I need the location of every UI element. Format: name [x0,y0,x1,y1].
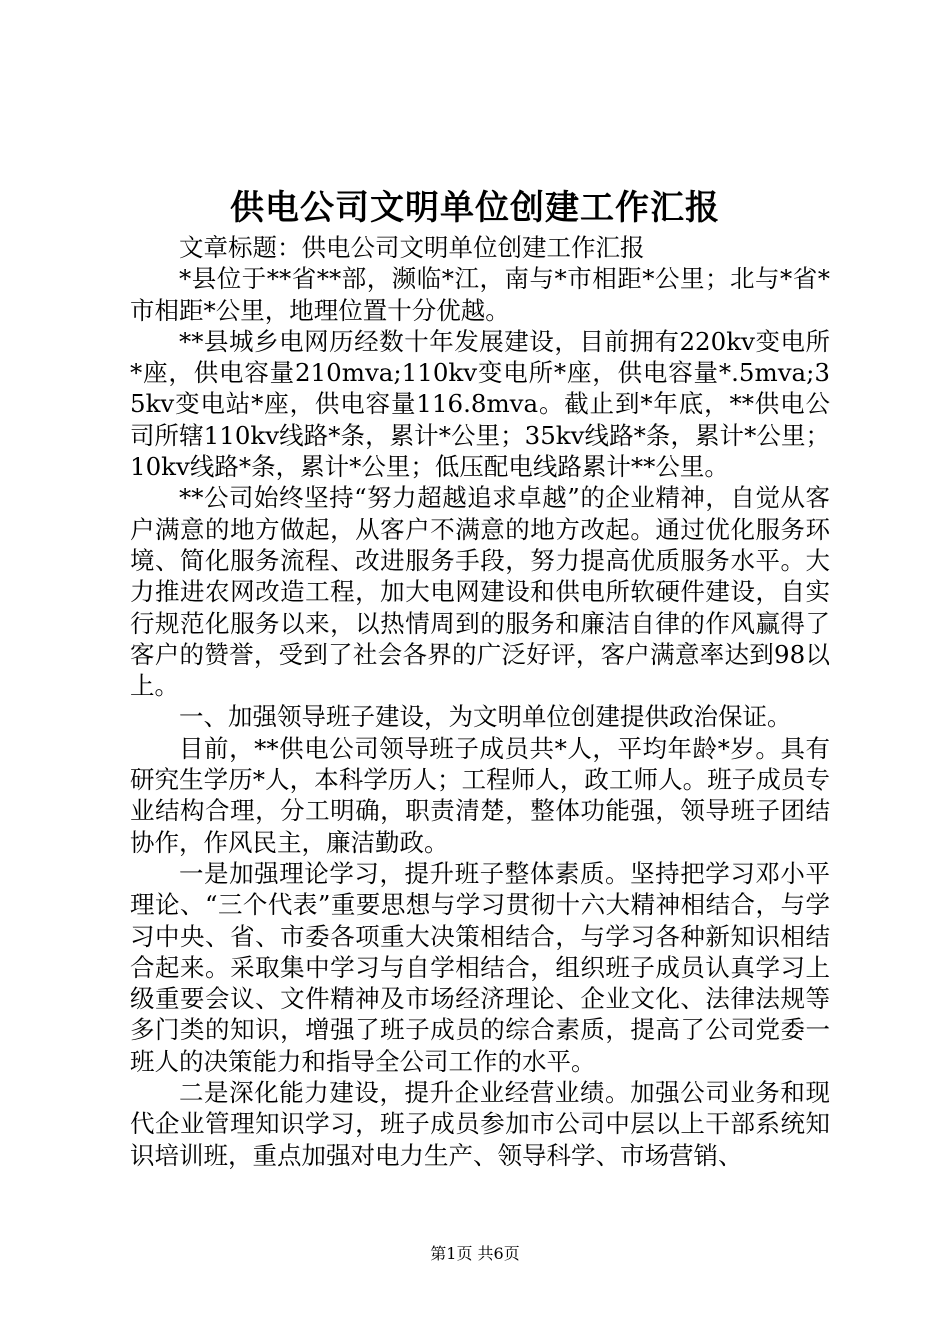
section-heading-1: 一、加强领导班子建设，为文明单位创建提供政治保证。 [179,702,792,732]
paragraph-article-title: 文章标题：供电公司文明单位创建工作汇报 [179,233,645,262]
page-number-footer: 第1页 共6页 [430,1244,520,1263]
paragraph-capability-building: 二是深化能力建设，提升企业经营业绩。加强公司业务和现代企业管理知识学习，班子成员参加市公司中层以上干部系统知识培训班，重点加强对电力生产、领导科学、市场营销、 [130,1078,830,1170]
document-title: 供电公司文明单位创建工作汇报 [230,188,720,228]
document-body [130,232,830,1171]
paragraph-leadership-team: 目前，**供电公司领导班子成员共*人，平均年龄*岁。具有研究生学历*人，本科学历人；工程师人，政工师人。班子成员专业结构合理，分工明确，职责清楚，整体功能强，领导班子团结协作，作风民主，廉洁勤政。 [130,733,830,857]
paragraph-theory-study: 一是加强理论学习，提升班子整体素质。坚持把学习邓小平理论、“三个代表”重要思想与学习贯彻十六大精神相结合，与学习中央、省、市委各项重大决策相结合，与学习各种新知识相结合起来。采取集中学习与自学相结合，组织班子成员认真学习上级重要会议、文件精神及市场经济理论、企业文化、法律法规等多门类的知识，增强了班子成员的综合素质，提高了公司党委一班人的决策能力和指导全公司工作的水平。 [130,858,830,1076]
paragraph-grid-overview: **县城乡电网历经数十年发展建设，目前拥有220kv变电所*座，供电容量210mva;110kv变电所*座，供电容量*.5mva;35kv变电站*座，供电容量116.8mva。截止到*年底，**供电公司所辖110kv线路*条，累计*公里；35kv线路*条，累计*公里；10kv线路*条，累计*公里；低压配电线路累计**公里。 [130,326,830,482]
paragraph-company-spirit: **公司始终坚持“努力超越追求卓越”的企业精神，自觉从客户满意的地方做起，从客户不满意的地方改起。通过优化服务环境、简化服务流程、改进服务手段，努力提高优质服务水平。大力推进农网改造工程，加大电网建设和供电所软硬件建设，自实行规范化服务以来，以热情周到的服务和廉洁自律的作风赢得了客户的赞誉，受到了社会各界的广泛好评，客户满意率达到98以上。 [130,483,830,701]
paragraph-location: *县位于**省**部，濒临*江，南与*市相距*公里；北与*省*市相距*公里，地理位置十分优越。 [130,264,830,325]
